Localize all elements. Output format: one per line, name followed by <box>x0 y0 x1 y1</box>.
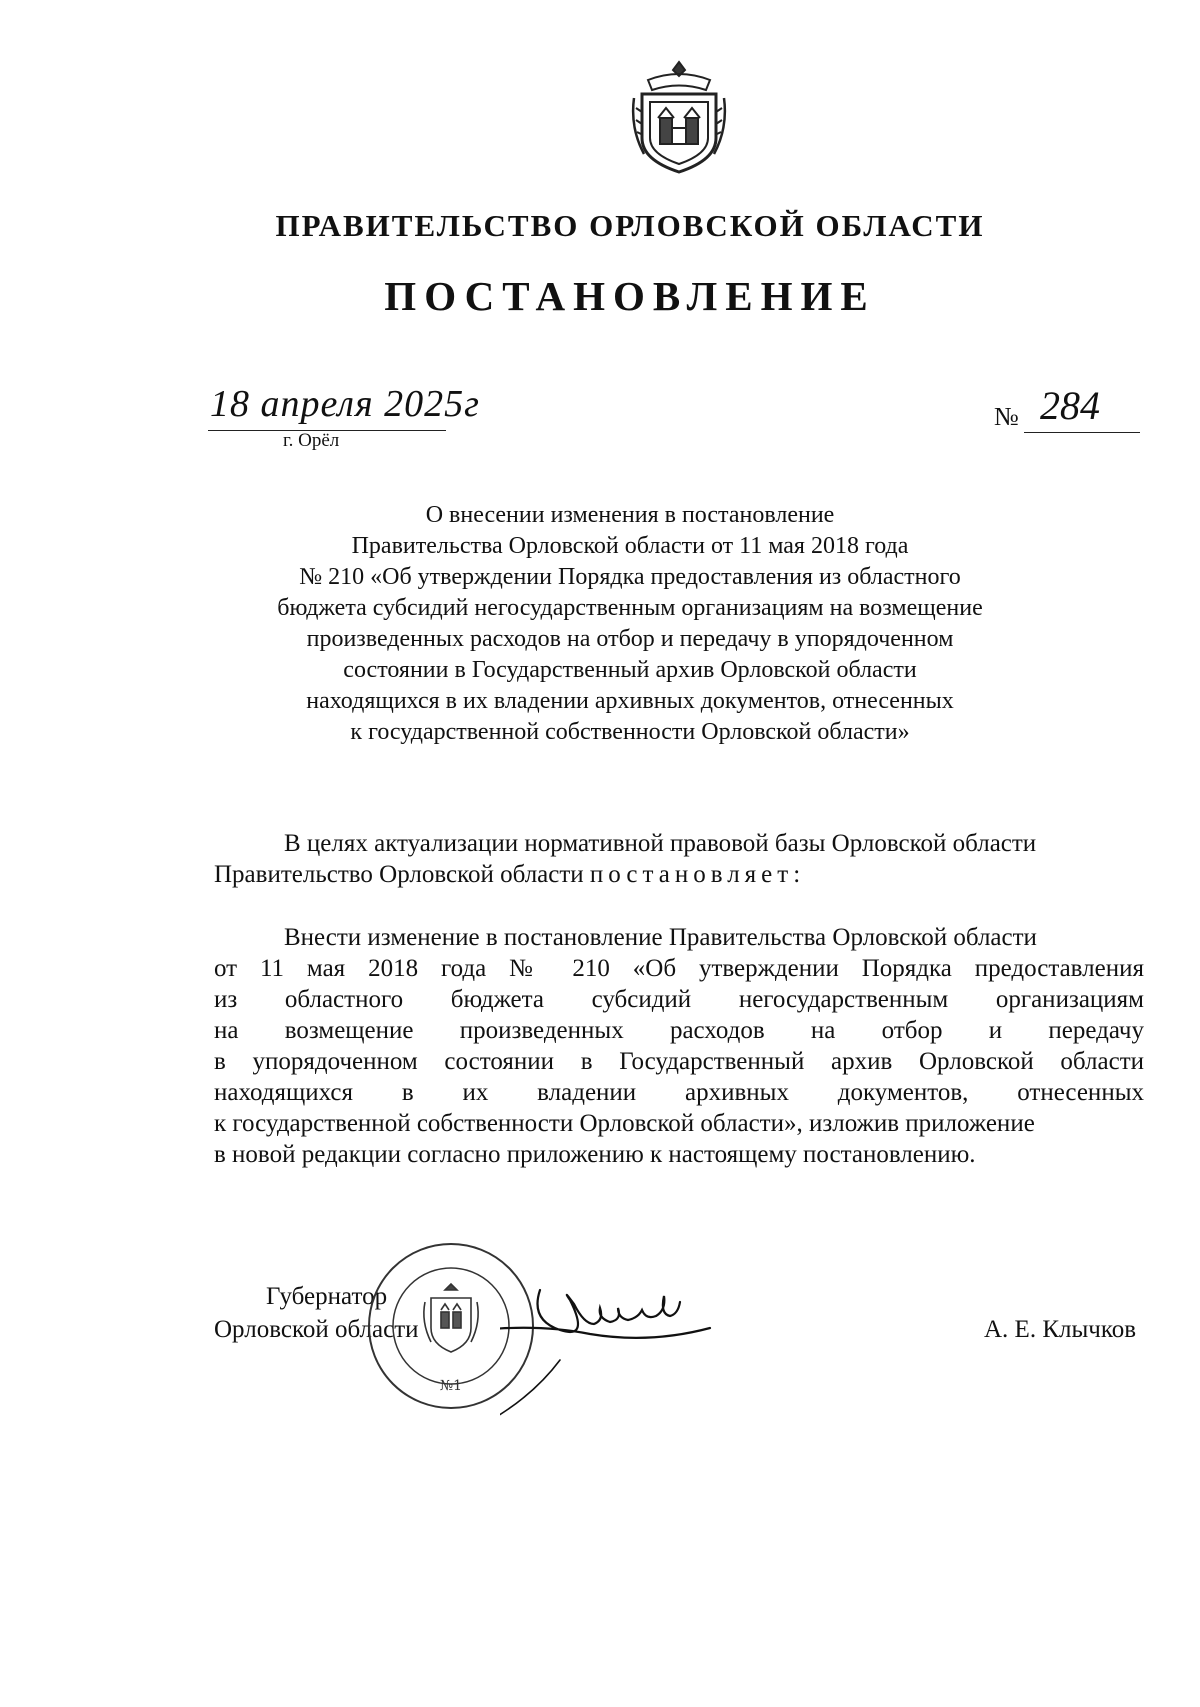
title-line: находящихся в их владении архивных документов, отнесенных <box>306 688 954 714</box>
preamble-colon: : <box>793 861 801 888</box>
preamble-verb: постановляет <box>589 861 794 888</box>
signatory-position: Губернатор <box>266 1283 388 1310</box>
city-label: г. Орёл <box>283 430 340 451</box>
preamble-line: В целях актуализации нормативной правовой базы Орловской области <box>284 830 1037 857</box>
preamble-text: Правительство Орловской области <box>214 861 590 888</box>
resolution-line: Внести изменение в постановление Правительства Орловской области <box>284 924 1037 951</box>
resolution-line: на возмещение произведенных расходов на отбор и передачу <box>214 1017 1144 1044</box>
title-line: Правительства Орловской области от 11 мая 2018 года <box>351 533 909 559</box>
handwritten-number: 284 <box>1040 383 1100 428</box>
handwritten-signature <box>500 1270 750 1430</box>
resolution-line: в новой редакции согласно приложению к настоящему постановлению. <box>214 1141 976 1168</box>
title-line: состоянии в Государственный архив Орловской области <box>343 657 917 683</box>
document-type-heading: ПОСТАНОВЛЕНИЕ <box>384 273 876 319</box>
seal-number: №1 <box>439 1378 463 1394</box>
title-line: № 210 «Об утверждении Порядка предоставления из областного <box>299 564 961 590</box>
organization-heading: ПРАВИТЕЛЬСТВО ОРЛОВСКОЙ ОБЛАСТИ <box>275 208 985 243</box>
title-line: О внесении изменения в постановление <box>425 502 835 528</box>
title-line: произведенных расходов на отбор и передачу в упорядоченном <box>306 626 954 652</box>
number-sign: № <box>994 402 1019 431</box>
resolution-line: в упорядоченном состоянии в Государственный архив Орловской области <box>214 1048 1144 1075</box>
signatory-name: А. Е. Клычков <box>984 1316 1137 1343</box>
preamble-line <box>214 859 1144 890</box>
handwritten-date: 18 апреля 2025г <box>210 383 480 425</box>
resolution-line: находящихся в их владении архивных документов, отнесенных <box>214 1079 1144 1106</box>
resolution-line: к государственной собственности Орловской области», изложив приложение <box>214 1110 1035 1137</box>
signatory-region: Орловской области <box>214 1316 419 1343</box>
preamble-paragraph <box>214 828 1144 890</box>
coat-of-arms-emblem <box>628 58 730 176</box>
number-underline <box>1024 432 1140 433</box>
document-title <box>220 500 1040 748</box>
resolution-line: от 11 мая 2018 года № 210 «Об утверждении Порядка предоставления <box>214 955 1144 982</box>
resolution-line: из областного бюджета субсидий негосударственным организациям <box>214 986 1144 1013</box>
title-line: к государственной собственности Орловской области» <box>350 719 910 745</box>
resolution-paragraph <box>214 922 1144 1170</box>
title-line: бюджета субсидий негосударственным организациям на возмещение <box>277 595 983 621</box>
